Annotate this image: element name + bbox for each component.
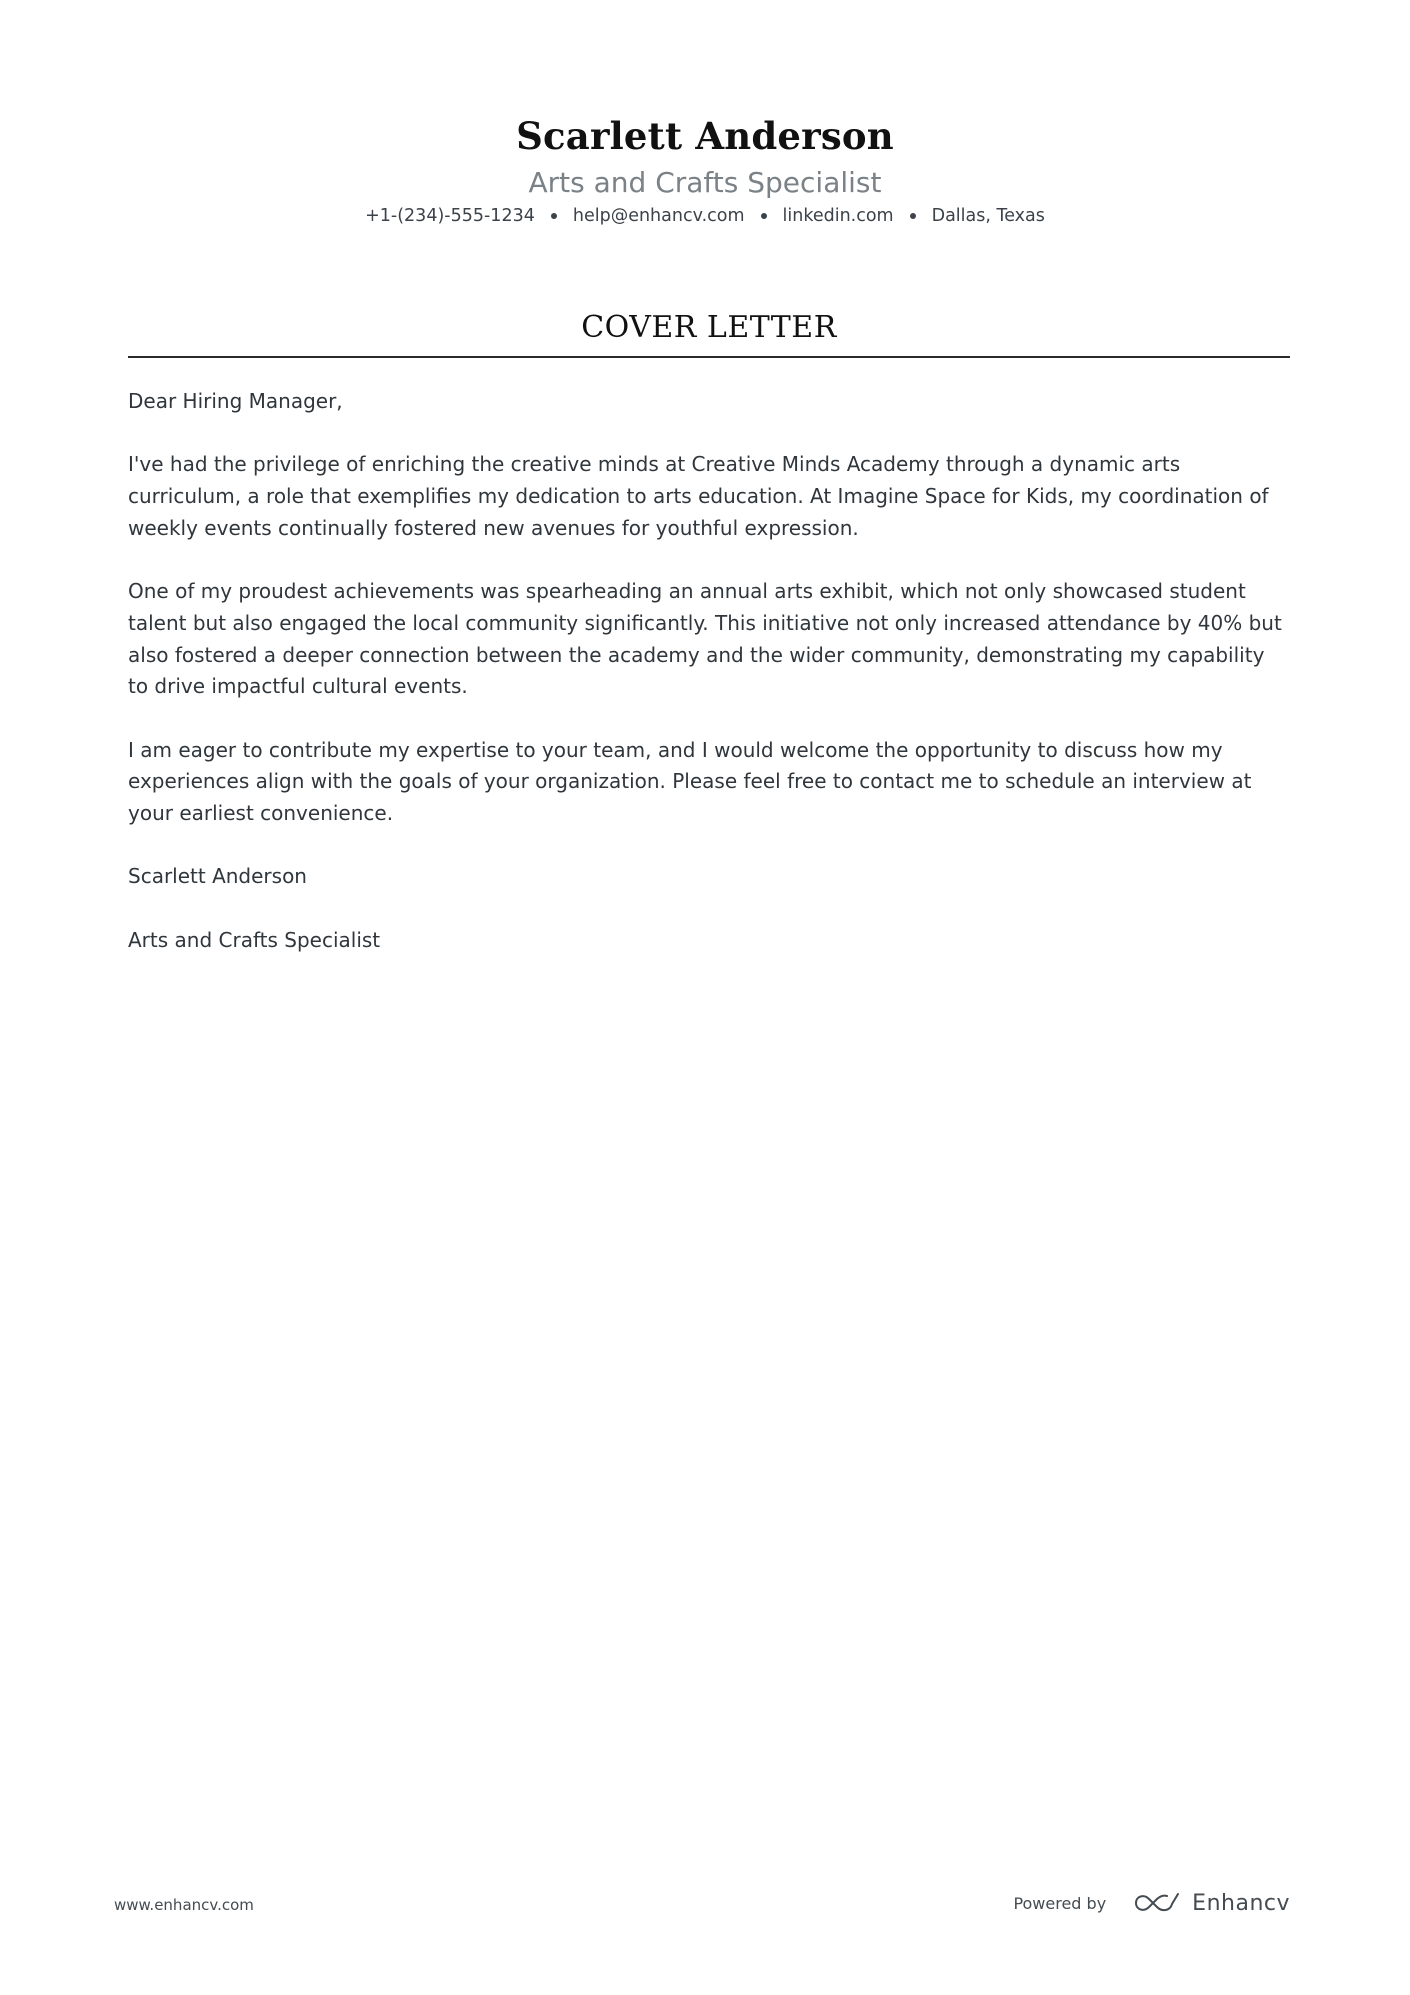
candidate-name: Scarlett Anderson <box>516 114 894 158</box>
contact-line <box>0 202 1410 230</box>
header <box>0 108 1410 230</box>
letter-paragraph: I've had the privilege of enriching the creative minds at Creative Minds Academy through a dynamic arts curriculum, a role that exemplifies my dedication to arts education. At Imagine Space for Kids, my coordination of weekly events continually fostered new avenues for youthful expression. <box>128 452 1269 540</box>
contact-linkedin: linkedin.com <box>782 206 894 226</box>
section-title: COVER LETTER <box>581 310 837 345</box>
contact-email: help@enhancv.com <box>572 206 745 226</box>
signature-title: Arts and Crafts Specialist <box>128 927 381 952</box>
bullet-separator <box>910 213 916 219</box>
letter-paragraph: I am eager to contribute my expertise to your team, and I would welcome the opportunity to discuss how my experiences align with the goals of your organization. Please feel free to contact me to schedule an interview at your earliest convenience. <box>128 737 1252 826</box>
section-divider <box>128 356 1290 358</box>
letter-paragraph: One of my proudest achievements was spearheading an annual arts exhibit, which not only showcased student talent but also engaged the local community significantly. This initiative not only increased attendance by 40% but also fostered a deeper connection between the academy and the wider community, demonstrating my capability to drive impactful cultural events. <box>128 579 1282 699</box>
footer-branding <box>1013 1886 1290 1920</box>
letter-salutation: Dear Hiring Manager, <box>128 389 343 413</box>
letter-body <box>128 386 1290 988</box>
brand-name: Enhancv <box>1192 1890 1290 1916</box>
candidate-headline: Arts and Crafts Specialist <box>528 166 882 199</box>
powered-by-label: Powered by <box>1013 1893 1107 1913</box>
contact-location: Dallas, Texas <box>931 206 1045 226</box>
bullet-separator <box>551 213 557 219</box>
contact-phone: +1-(234)-555-1234 <box>365 206 535 226</box>
bullet-separator <box>761 213 767 219</box>
signature-name: Scarlett Anderson <box>128 864 307 889</box>
footer-website: www.enhancv.com <box>114 1896 254 1914</box>
enhancv-logo-icon <box>1134 1892 1180 1914</box>
